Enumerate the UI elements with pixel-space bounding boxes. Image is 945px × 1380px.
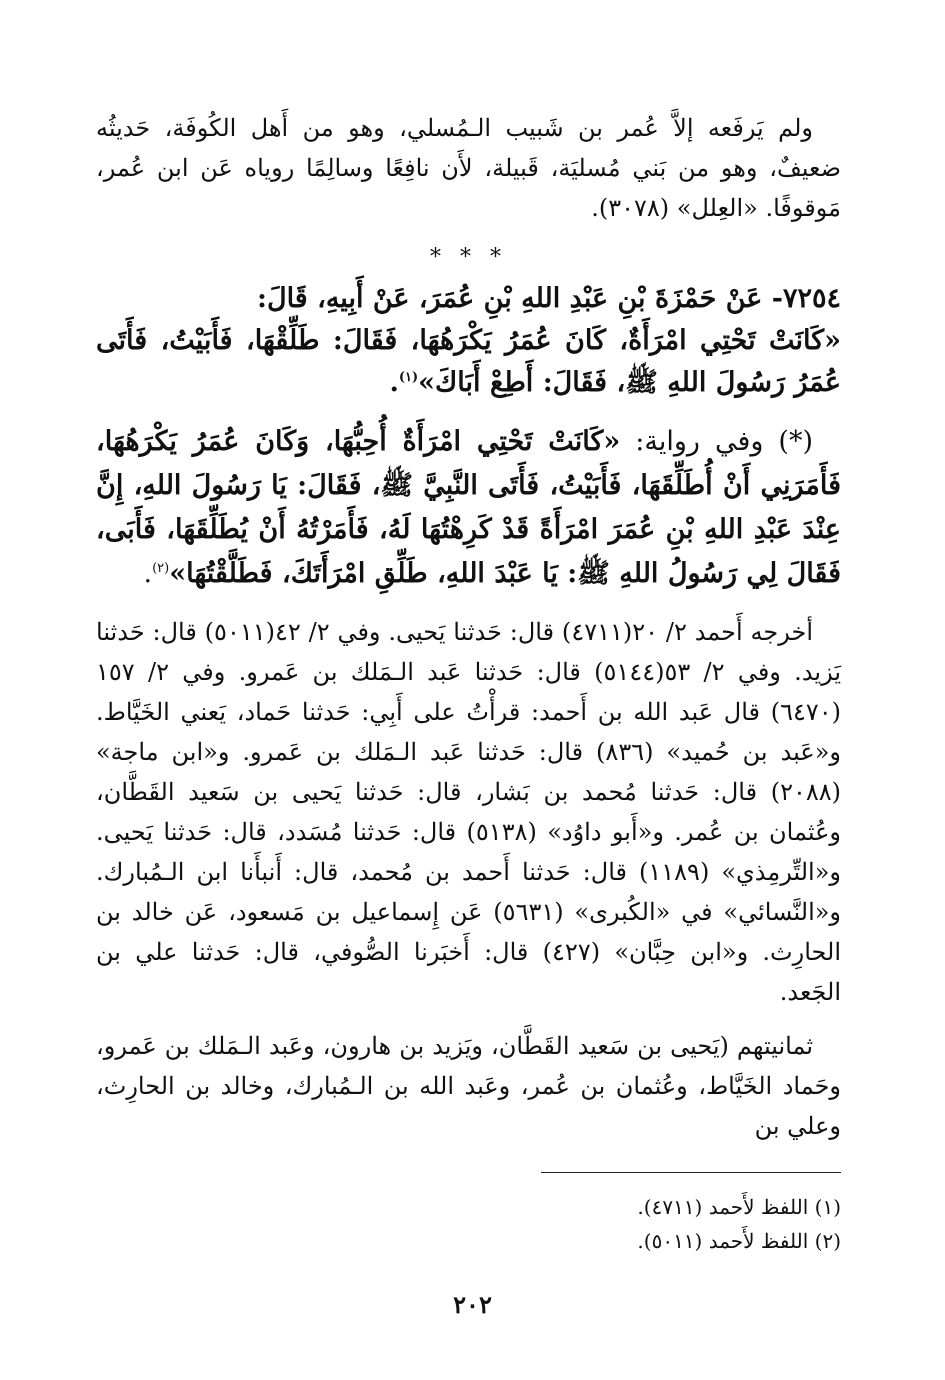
page-body	[96, 108, 841, 1146]
intro-paragraph: ولم يَرفَعه إلاَّ عُمر بن شَبيب الـمُسلي، وهو من أَهل الكُوفَة، حَديثُه ضعيفٌ، وهو من بَني مُسليَة، قَبيلة، لأَن نافِعًا وسالِمًا روياه عَن ابن عُمر، مَوقوفًا. «العِلل» (٣٠٧٨).	[96, 114, 841, 222]
hadith-heading: ٧٢٥٤- عَنْ حَمْزَةَ بْنِ عَبْدِ اللهِ بْنِ عُمَرَ، عَنْ أَبِيهِ، قَالَ:	[256, 283, 841, 314]
hadith-text: «كَانَتْ تَحْتِي امْرَأَةٌ، كَانَ عُمَرُ يَكْرَهُهَا، فَقَالَ: طَلِّقْهَا، فَأَبَيْتُ، فَأَتَى عُمَرُ رَسُولَ اللهِ ﷺ، فَقَالَ: أَطِعْ أَبَاكَ»	[96, 325, 841, 398]
riwaya-lead: (*) وفي رواية:	[635, 426, 813, 457]
summary-paragraph: ثمانيتهم (يَحيى بن سَعيد القَطَّان، ويَزيد بن هارون، وعَبد الـمَلك بن عَمرو، وحَماد الخَيَّاط، وعُثمان بن عُمر، وعَبد الله بن الـمُبارك، وخالد بن الحارِث، وعلي بن	[96, 1032, 841, 1140]
hadith-text-block: «كَانَتْ تَحْتِي امْرَأَةٌ، كَانَ عُمَرُ يَكْرَهُهَا، فَقَالَ: طَلِّقْهَا، فَأَبَيْتُ، فَأَتَى عُمَرُ رَسُولَ اللهِ ﷺ، فَقَالَ: أَطِعْ أَبَاكَ»$^{(١)}$.	[96, 325, 841, 398]
riwaya-text: «كَانَتْ تَحْتِي امْرَأَةٌ أُحِبُّهَا، وَكَانَ عُمَرُ يَكْرَهُهَا، فَأَمَرَنِي أَنْ أُطَلِّقَهَا، فَأَبَيْتُ، فَأَتَى النَّبِيَّ ﷺ، فَقَالَ: يَا رَسُولَ اللهِ، إِنَّ عِنْدَ عَبْدِ اللهِ بْنِ عُمَرَ امْرَأَةً قَدْ كَرِهْتُهَا لَهُ، فَأَمَرْتُهُ أَنْ يُطَلِّقَهَا، فَأَبَى، فَقَالَ لِي رَسُولُ اللهِ ﷺ: يَا عَبْدَ اللهِ، طَلِّقِ امْرَأَتَكَ، فَطَلَّقْتُهَا»	[96, 426, 841, 589]
takhrij-paragraph: أخرجه أَحمد ٢/ ٢٠(٤٧١١) قال: حَدثنا يَحيى. وفي ٢/ ٤٢(٥٠١١) قال: حَدثنا يَزيد. وفي ٢/ ٥٣(٥١٤٤) قال: حَدثنا عَبد الـمَلك بن عَمرو. وفي ٢/ ١٥٧ (٦٤٧٠) قال عَبد الله بن أَحمد: قرأْتُ على أَبِي: حَدثنا حَماد، يَعني الخَيَّاط. و«عَبد بن حُميد» (٨٣٦) قال: حَدثنا عَبد الـمَلك بن عَمرو. و«ابن ماجة» (٢٠٨٨) قال: حَدثنا مُحمد بن بَشار، قال: حَدثنا يَحيى بن سَعيد القَطَّان، وعُثمان بن عُمر. و«أَبو داوُد» (٥١٣٨) قال: حَدثنا مُسَدد، قال: حَدثنا يَحيى. و«التِّرمِذي» (١١٨٩) قال: حَدثنا أَحمد بن مُحمد، قال: أَنبأَنا ابن الـمُبارك. و«النَّسائي» في «الكُبرى» (٥٦٣١) عَن إِسماعيل بن مَسعود، عَن خالد بن الحارِث. و«ابن حِبَّان» (٤٢٧) قال: أَخبَرنا الصُّوفي، قال: حَدثنا علي بن الجَعد.	[96, 618, 842, 1006]
riwaya-block: (*) وفي رواية: «كَانَتْ تَحْتِي امْرَأَةٌ أُحِبُّهَا، وَكَانَ عُمَرُ يَكْرَهُهَا، فَأَمَرَنِي أَنْ أُطَلِّقَهَا، فَأَبَيْتُ، فَأَتَى النَّبِيَّ ﷺ، فَقَالَ: يَا رَسُولَ اللهِ، إِنَّ عِنْدَ عَبْدِ اللهِ بْنِ عُمَرَ امْرَأَةً قَدْ كَرِهْتُهَا لَهُ، فَأَمَرْتُهُ أَنْ يُطَلِّقَهَا، فَأَبَى، فَقَالَ لِي رَسُولُ اللهِ ﷺ: يَا عَبْدَ اللهِ، طَلِّقِ امْرَأَتَكَ، فَطَلَّقْتُهَا»$^{(٢)}$.	[96, 426, 841, 589]
page-number: ٢٠٢	[453, 1290, 492, 1319]
footnotes	[241, 1190, 841, 1258]
section-separator: * * *	[430, 245, 507, 270]
footnote-ref-1: (١)	[398, 370, 419, 385]
footnote-1: (١) اللفظ لأَحمد (٤٧١١).	[637, 1195, 841, 1219]
footnote-divider	[541, 1172, 841, 1173]
footnote-2: (٢) اللفظ لأَحمد (٥٠١١).	[637, 1229, 841, 1253]
footnote-ref-2: (٢)	[152, 561, 170, 576]
